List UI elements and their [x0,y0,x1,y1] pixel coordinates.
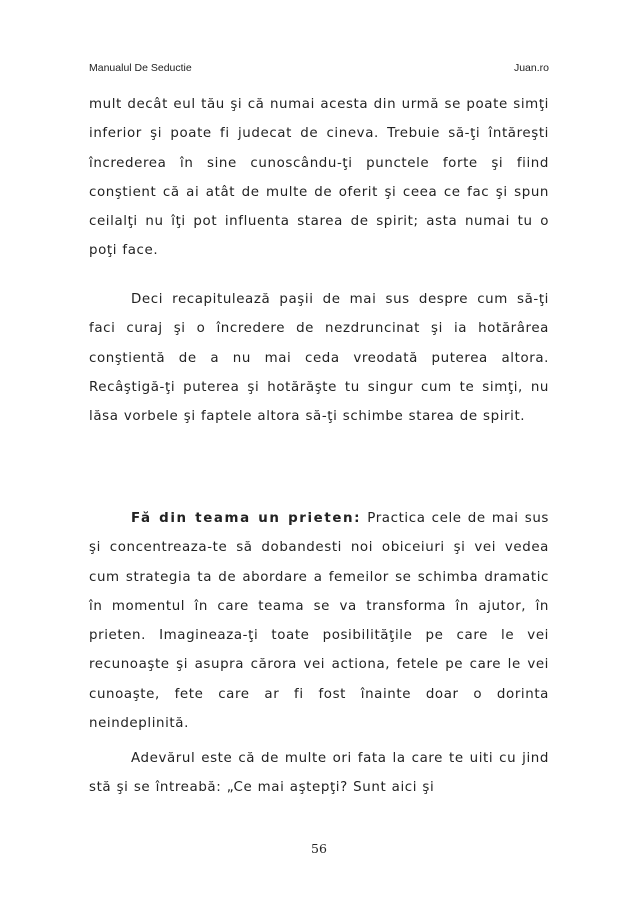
page-number: 56 [311,841,327,856]
page-header [89,62,549,78]
paragraph-continuation: mult decât eul tău şi că numai acesta din urmă se poate simţi inferior şi poate fi judecat de cineva. Trebuie să-ţi întăreşti încrederea în sine cunoscându-ţi punctele forte şi fiind conştient că ai atât de multe de oferit şi ceea ce fac şi spun ceilalţi nu îţi pot influenta starea de spirit; asta numai tu o poţi face. [89,97,549,259]
header-title: Manualul De Seductie [89,62,192,74]
header-site: Juan.ro [513,62,549,74]
paragraph-fear-friend [89,504,549,738]
paragraph-body: Practica cele de mai sus şi concentreaza-te să dobandesti noi obiceiuri şi vei vedea cum strategia ta de abordare a femeilor se schimba dramatic în momentul în care teama se va transforma în ajutor, în prieten. Imagineaza-ţi toate posibilităţile pe care le vei recunoaşte şi asupra cărora vei actiona, fetele pe care le vei cunoaşte, fete care ar fi fost înainte doar o dorinta neindeplinită. [89,511,549,732]
paragraph-lead-heading: Fă din teama un prieten: [131,511,362,526]
paragraph-recap: Deci recapitulează paşii de mai sus despre cum să-ţi faci curaj şi o încredere de nezdruncinat şi ia hotărârea conştientă de a nu mai ceda vreodată puterea altora. Recâştigă-ţi puterea şi hotărăşte tu singur cum te simţi, nu lăsa vorbele şi faptele altora să-ţi schimbe starea de spirit. [89,292,549,425]
paragraph-truth: Adevărul este că de multe ori fata la care te uiti cu jind stă şi se întreabă: „Ce mai aştepţi? Sunt aici şi [89,751,549,796]
